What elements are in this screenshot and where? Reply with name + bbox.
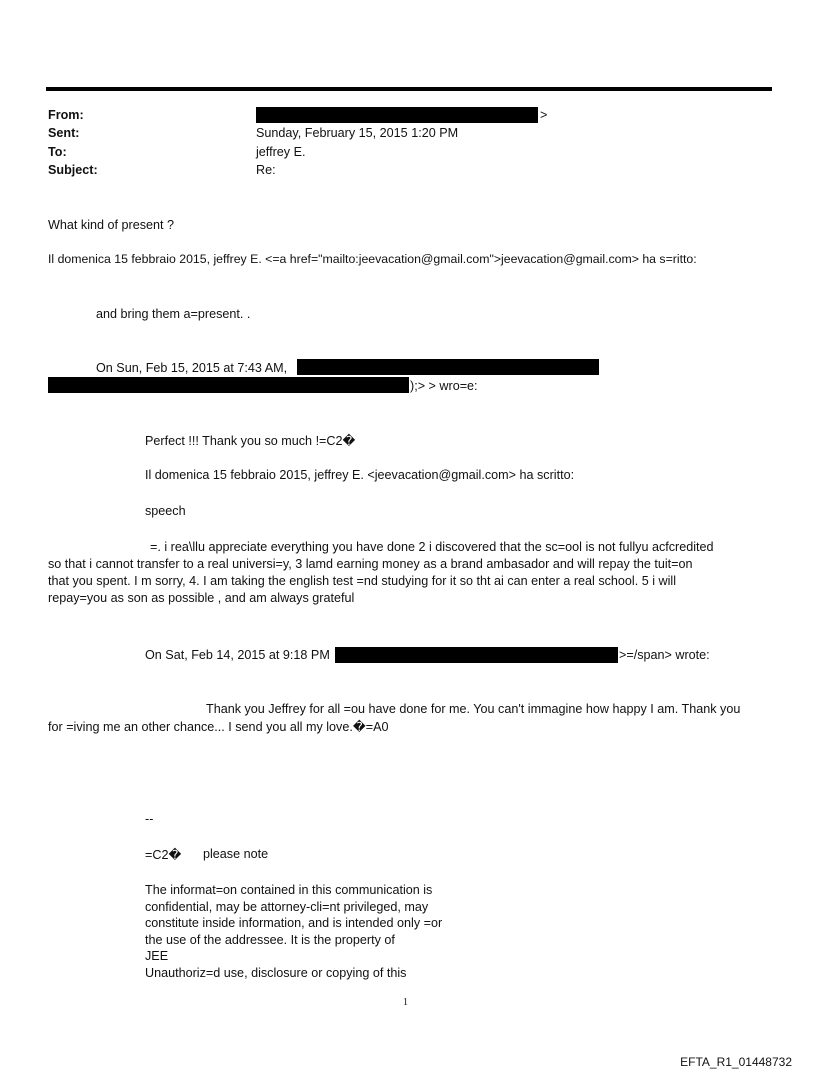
sent-label: Sent: (48, 126, 80, 140)
body-line-2: Il domenica 15 febbraio 2015, jeffrey E. <=a href="mailto:jeevacation@gmail.com">jeevacation@gmail.com> ha s=ritto: (48, 252, 697, 266)
para2-line-1: Thank you Jeffrey for all =ou have done for me. You can't immagine how happy I am. Thank you (206, 702, 741, 716)
para1-line-3: that you spent. I m sorry, 4. I am taking the english test =nd studying for it so tht ai can enter a real school. 5 i will (48, 574, 677, 588)
disclaimer-line-1: The informat=on contained in this communication is (145, 883, 433, 897)
body-line-6: Il domenica 15 febbraio 2015, jeffrey E. <jeevacation@gmail.com> ha scritto: (145, 468, 575, 482)
para1-line-1: =. i rea\llu appreciate everything you have done 2 i discovered that the sc=ool is not fullyu acfcredited (150, 540, 714, 554)
body-line-7: speech (145, 504, 186, 518)
para1-line-2: so that i cannot transfer to a real universi=y, 3 lamd earning money as a brand ambasador and will repay the tuit=on (48, 557, 693, 571)
signature-note: please note (203, 847, 269, 861)
disclaimer-line-2: confidential, may be attorney-cli=nt privileged, may (145, 899, 429, 914)
body-line-8-suffix: >=/span> wrote: (619, 648, 710, 662)
signature-note-prefix: =C2� (145, 848, 182, 862)
para1-line-4: repay=you as son as possible , and am always grateful (48, 591, 355, 605)
disclaimer-line-3: constitute inside information, and is intended only =or (145, 916, 443, 930)
header-rule (46, 87, 772, 91)
signature-dash: -- (145, 812, 154, 826)
document-id: EFTA_R1_01448732 (680, 1055, 792, 1069)
page-number: 1 (403, 997, 408, 1008)
to-value: jeffrey E. (256, 145, 306, 159)
from-value-suffix: > (540, 108, 548, 122)
para2-line-2: for =iving me an other chance... I send you all my love.�=A0 (48, 720, 389, 734)
redaction-sender-2 (48, 377, 409, 393)
disclaimer-block (145, 882, 442, 981)
subject-label: Subject: (48, 163, 98, 177)
body-line-8-prefix: On Sat, Feb 14, 2015 at 9:18 PM (145, 648, 330, 662)
disclaimer-line-6: Unauthoriz=d use, disclosure or copying of this (145, 965, 407, 980)
disclaimer-line-4: the use of the addressee. It is the property of (145, 932, 395, 947)
to-label: To: (48, 145, 67, 159)
subject-value: Re: (256, 163, 276, 177)
body-line-5: Perfect !!! Thank you so much !=C2� (145, 434, 356, 448)
body-line-3: and bring them a=present. . (96, 307, 251, 321)
redaction-from (256, 107, 538, 123)
redaction-sender-3 (335, 647, 618, 663)
redaction-sender-1 (297, 359, 599, 375)
sent-value: Sunday, February 15, 2015 1:20 PM (256, 126, 459, 140)
from-label: From: (48, 108, 84, 122)
disclaimer-line-5: JEE (145, 949, 169, 963)
body-line-4-suffix: );> > wro=e: (410, 379, 478, 393)
body-line-1: What kind of present ? (48, 218, 175, 232)
body-line-4-prefix: On Sun, Feb 15, 2015 at 7:43 AM, (96, 361, 288, 375)
